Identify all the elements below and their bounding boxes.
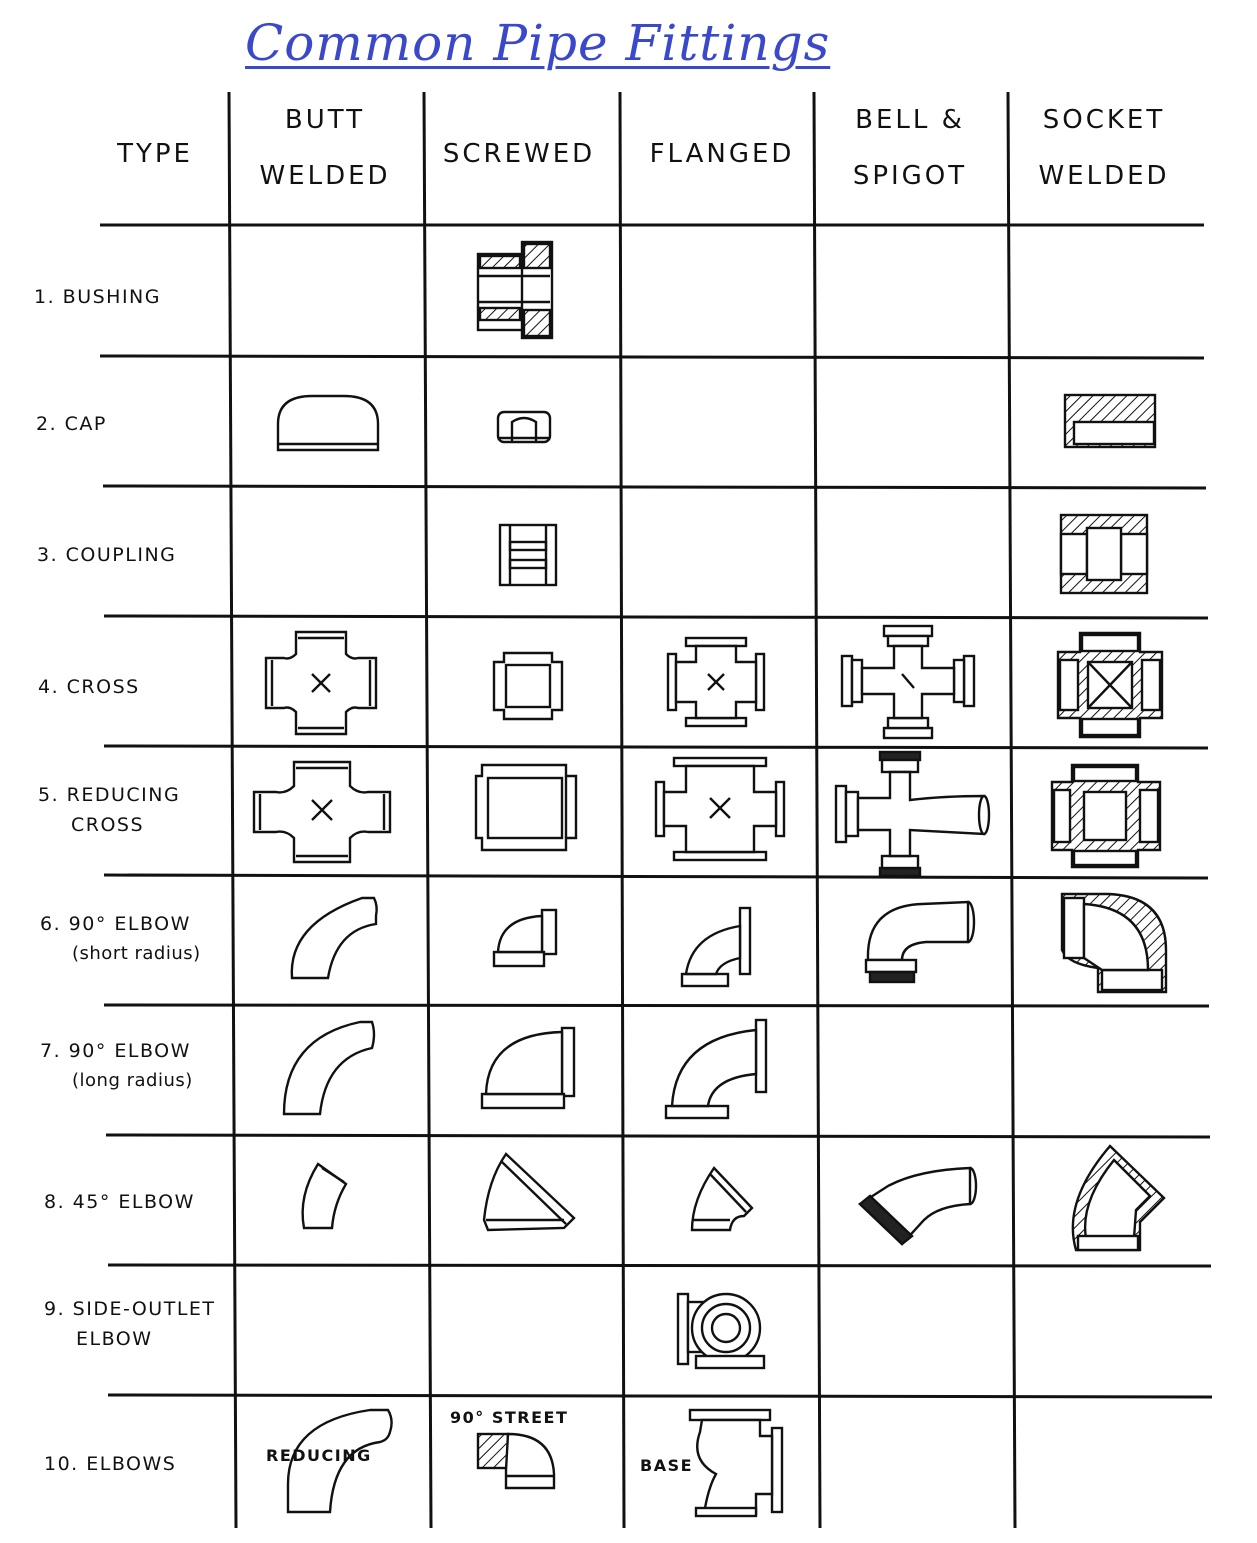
row-label-side-outlet-line2: ELBOW [76,1328,153,1350]
45-elbow-butt-welded-icon [296,1160,354,1236]
row-label-long-elbow [40,1036,193,1096]
row-label-cross: 4. CROSS [38,676,140,698]
45-elbow-screwed-icon [480,1150,580,1244]
short-elbow-screwed-icon [490,906,560,974]
note-90-street: 90° STREET [450,1408,569,1427]
header-screwed: SCREWED [442,139,596,169]
45-elbow-bell-spigot-icon [858,1164,980,1252]
header-bell-spigot [822,92,998,204]
row-label-cap: 2. CAP [36,413,107,435]
header-socket-line2: WELDED [1038,161,1170,191]
coupling-screwed-icon [496,522,560,592]
long-elbow-flanged-icon [662,1018,772,1124]
coupling-socket-welded-icon [1058,512,1150,600]
short-elbow-butt-welded-icon [286,894,382,988]
long-elbow-butt-welded-icon [280,1018,380,1122]
reducing-cross-bell-spigot-icon [834,750,994,882]
header-bell-line1: BELL & [855,105,965,135]
row-label-bushing: 1. BUSHING [34,286,161,308]
cross-socket-welded-icon [1054,630,1166,744]
header-socket-welded [1016,92,1192,204]
row-label-side-outlet-line1: 9. SIDE-OUTLET [44,1298,216,1320]
row-label-short-elbow [40,909,201,969]
cross-butt-welded-icon [262,628,380,742]
row-label-reducing-cross-line1: 5. REDUCING [38,784,181,806]
cross-flanged-icon [666,636,766,732]
note-reducing: REDUCING [266,1446,372,1465]
header-bell-line2: SPIGOT [852,161,968,191]
row-label-45-elbow: 8. 45° ELBOW [44,1191,195,1213]
cap-socket-welded-icon [1062,392,1158,454]
45-elbow-flanged-icon [688,1164,758,1238]
side-outlet-elbow-flanged-icon [676,1290,768,1376]
note-base: BASE [640,1456,694,1475]
page-title: Common Pipe Fittings [245,14,831,72]
row-label-coupling: 3. COUPLING [37,544,177,566]
cap-butt-welded-icon [272,392,384,460]
bushing-screwed-icon [474,240,558,344]
header-butt-line2: WELDED [259,161,391,191]
row-label-reducing-cross-line2: CROSS [71,814,145,836]
header-flanged: FLANGED [649,139,795,169]
reducing-cross-butt-welded-icon [250,758,394,870]
row-label-long-elbow-line1: 7. 90° ELBOW [40,1040,191,1062]
cross-bell-spigot-icon [840,624,976,744]
row-label-reducing-cross [38,780,180,840]
header-butt-line1: BUTT [284,105,366,135]
row-label-long-elbow-line2: (long radius) [72,1070,193,1091]
short-elbow-bell-spigot-icon [862,898,978,992]
reducing-cross-screwed-icon [472,762,580,858]
row-label-side-outlet-elbow [44,1294,216,1354]
header-socket-line1: SOCKET [1042,105,1166,135]
row-label-short-elbow-line2: (short radius) [72,943,201,964]
base-elbow-flanged-icon [686,1408,786,1524]
street-elbow-screwed-icon [474,1430,560,1496]
45-elbow-socket-welded-icon [1058,1142,1168,1258]
long-elbow-screwed-icon [478,1024,578,1116]
header-type: TYPE [117,139,193,169]
row-label-short-elbow-line1: 6. 90° ELBOW [40,913,191,935]
header-butt-welded [240,92,410,204]
reducing-cross-socket-welded-icon [1048,762,1164,874]
cross-screwed-icon [490,650,566,726]
short-elbow-flanged-icon [676,906,756,996]
short-elbow-socket-welded-icon [1058,890,1170,1000]
cap-screwed-icon [494,408,554,452]
row-label-elbows: 10. ELBOWS [44,1453,177,1475]
reducing-cross-flanged-icon [654,756,786,866]
